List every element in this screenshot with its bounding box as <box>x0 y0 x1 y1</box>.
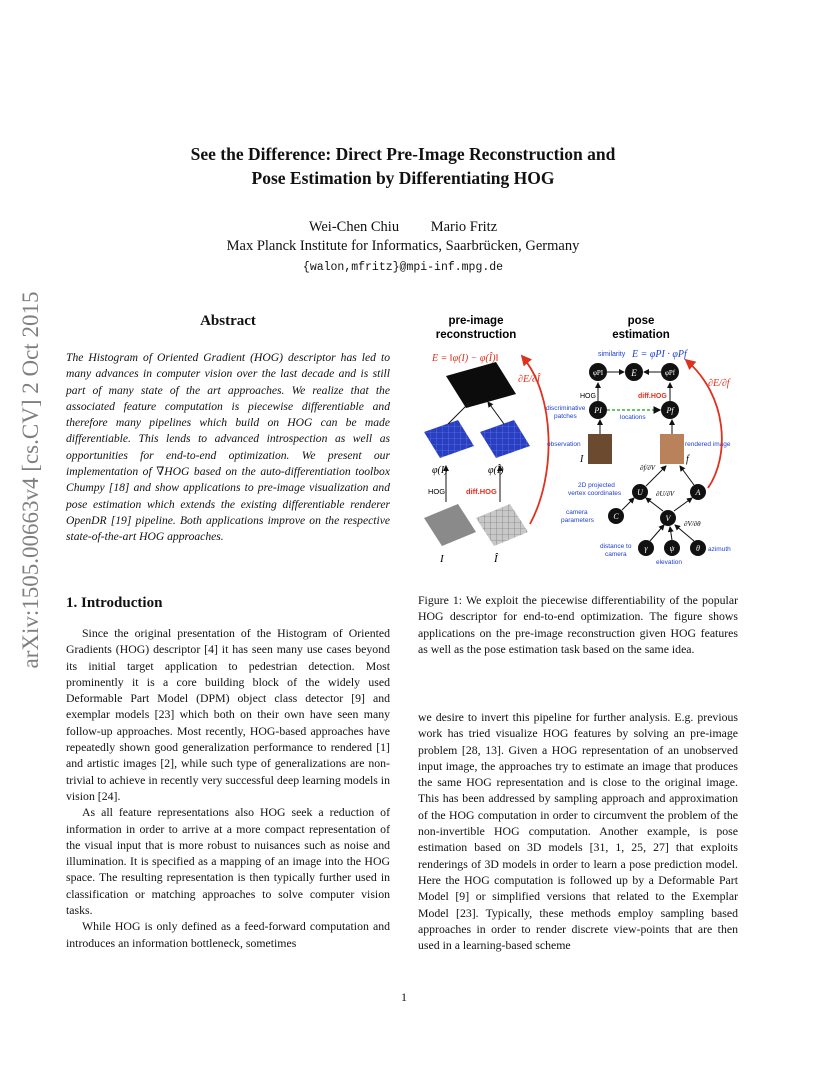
edge-psi-V <box>670 527 672 540</box>
azimuth-label: azimuth <box>708 546 731 553</box>
grad-right: ∂E/∂f <box>708 378 730 389</box>
right-paragraph: we desire to invert this pipeline for further analysis. E.g. previous work has tried visualize HOG features by solving an pre-image problem [28, 13]. Given a HOG representation of an unobserved input image, the approaches try to estimate an image that produces the same HOG representation and is close to the original image. This has been addressed by sampling approach and approximation of the HOG computation in order to circumvent the problem of the non-invertible HOG computation. Another example, is pose estimation based on 3D models [31, 1, 25, 27] that exploits renderings of 3D models in order to learn a pose prediction model. Here the HOG computation is followed up by a Deformable Part Model [9] or simplified versions that related to the Exemplar Model [23]. Typically, these methods employ sampling based approaches in order to render discrete view-points that are then used in a learning-based scheme <box>418 710 738 953</box>
observation-I: I <box>580 454 584 465</box>
dV-dtheta: ∂V/∂θ <box>684 520 701 528</box>
edge-C-U <box>622 498 634 510</box>
observation-image <box>588 434 612 464</box>
input-image <box>424 504 476 546</box>
intro-body <box>66 625 390 951</box>
edge-gamma-V <box>650 525 664 541</box>
diff-hog-label-right: diff.HOG <box>638 393 667 400</box>
authors <box>80 219 726 236</box>
institution: Max Planck Institute for Informatics, Saarbrücken, Germany <box>226 238 580 254</box>
node-E-label: E <box>631 368 637 378</box>
node-A-label: A <box>695 488 701 497</box>
arxiv-stamp: arXiv:1505.00663v4 [cs.CV] 2 Oct 2015 <box>18 291 43 669</box>
arrow-hog-left <box>448 402 470 424</box>
node-phiPf-label: φPf <box>664 369 676 377</box>
edge-V-A <box>674 498 692 511</box>
phi-Ihat: φ(Î) <box>488 465 504 476</box>
energy-map-image <box>446 362 516 408</box>
rendered-image-label: rendered image <box>685 441 731 448</box>
rendered-image <box>660 434 684 464</box>
locations-label: locations <box>620 414 646 421</box>
figure-1 <box>418 306 748 576</box>
intro-heading: 1. Introduction <box>66 595 163 611</box>
abstract-text: The Histogram of Oriented Gradient (HOG) descriptor has led to many advances in computer vision over the last decade and is still part of many state of the art approaches. We realize that the associated feature computation is piecewise differentiable and therefore many pipelines which build on HOG can be made differentiable. This lends to advanced introspection as well as opportunities for end-to-end optimization. We present our implementation of ∇HOG based on the auto-differentiation toolbox Chumpy [18] and show applications to pre-image visualization and pose estimation which extends the existing differentiable renderer OpenDR [19] pipeline. Both applications improve on the respective state-of-the-art HOG approaches. <box>66 351 390 544</box>
arrow-hog-right <box>488 402 504 424</box>
observation-label: observation <box>547 441 581 448</box>
distance-label: distance to camera <box>600 543 632 558</box>
title-line-1: See the Difference: Direct Pre-Image Reconstruction and <box>190 144 616 164</box>
page-number: 1 <box>401 990 407 1004</box>
intro-paragraph-1: Since the original presentation of the Histogram of Oriented Gradients (HOG) descriptor [4] it has seen many use cases beyond its initial target application to pedestrian detection. Most prominently it is a core building block of the widely used Deformable Part Model (DPM) object class detector [9] and exemplar models [23] which both on their own have seen many follow-up approaches. Most recently, HOG-based approaches have repeatedly shown good generalization performance to rendered [1] and artistic images [2], while such type of generalizations are non-trivial to achieve in recently very successful deep learning models in vision [24]. <box>66 626 390 803</box>
intro-paragraph-3: While HOG is only defined as a feed-forward computation and introduces an information bottleneck, sometimes <box>66 919 390 950</box>
label-I: I <box>440 553 444 565</box>
edge-V-U <box>646 498 663 511</box>
label-Ihat: Î <box>494 553 498 565</box>
grad-left: ∂E/∂Î <box>518 374 541 385</box>
author-2: Mario Fritz <box>430 219 498 235</box>
author-1: Wei-Chen Chiu <box>308 219 400 235</box>
intro-paragraph-2: As all feature representations also HOG seek a reduction of information in order to arrive at a more compact representation of the visual input that is more robust to nuisances such as noise and illumination. It is specified as a mapping of an image into the HOG space. The resulting representation is then typically further used in classification or matching approaches to solve computer vision tasks. <box>66 805 390 918</box>
node-psi-label: ψ <box>669 544 675 553</box>
title-line-2: Pose Estimation by Differentiating HOG <box>251 168 555 188</box>
left-title-2: reconstruction <box>435 329 517 341</box>
abstract-heading: Abstract <box>200 313 256 329</box>
node-phiPI-label: φPI <box>592 369 604 377</box>
node-U-label: U <box>637 488 643 497</box>
phi-I: φ(I) <box>432 465 448 476</box>
rendered-f: f <box>686 454 689 465</box>
similarity-label: similarity <box>598 351 626 358</box>
right-title-1: pose <box>627 315 655 327</box>
hog-label-right: HOG <box>580 393 596 400</box>
camera-parameters-label: camera parameters <box>561 509 594 524</box>
node-theta-label: θ <box>696 544 700 553</box>
discriminative-patches-label: discriminative patches <box>546 405 586 420</box>
figure-caption: Figure 1: We exploit the piecewise differentiability of the popular HOG descriptor for end-to-end optimization. The figure shows applications on the pre-image reconstruction given HOG features as well as the pose estimation task based on the same idea. <box>418 593 738 656</box>
right-title-2: estimation <box>612 329 670 341</box>
node-PI-label: PI <box>594 406 602 415</box>
dU-dV: ∂U/∂V <box>656 490 675 498</box>
hog-grid-right <box>480 420 530 458</box>
energy-left: E = ‖φ(I) − φ(Î)‖ <box>432 353 499 364</box>
df-dV: ∂f/∂V <box>640 464 656 472</box>
node-Pf-label: Pf <box>666 406 674 415</box>
paper-title <box>80 142 726 190</box>
edge-A-f <box>680 466 694 485</box>
reconstructed-image <box>476 504 528 546</box>
hog-label: HOG <box>428 487 446 496</box>
projected-label: 2D projected vertex coordinates <box>568 482 622 497</box>
diff-hog-label: diff.HOG <box>466 487 497 496</box>
node-C-label: C <box>613 512 619 521</box>
node-V-label: V <box>665 514 671 523</box>
elevation-label: elevation <box>656 559 683 566</box>
left-title-1: pre-image <box>448 315 504 327</box>
hog-grid-left <box>424 420 474 458</box>
email: {walon,mfritz}@mpi-inf.mpg.de <box>302 261 504 274</box>
node-gamma-label: γ <box>644 544 648 553</box>
right-column-body <box>418 709 738 953</box>
energy-right: E = φPI · φPf <box>632 349 687 360</box>
